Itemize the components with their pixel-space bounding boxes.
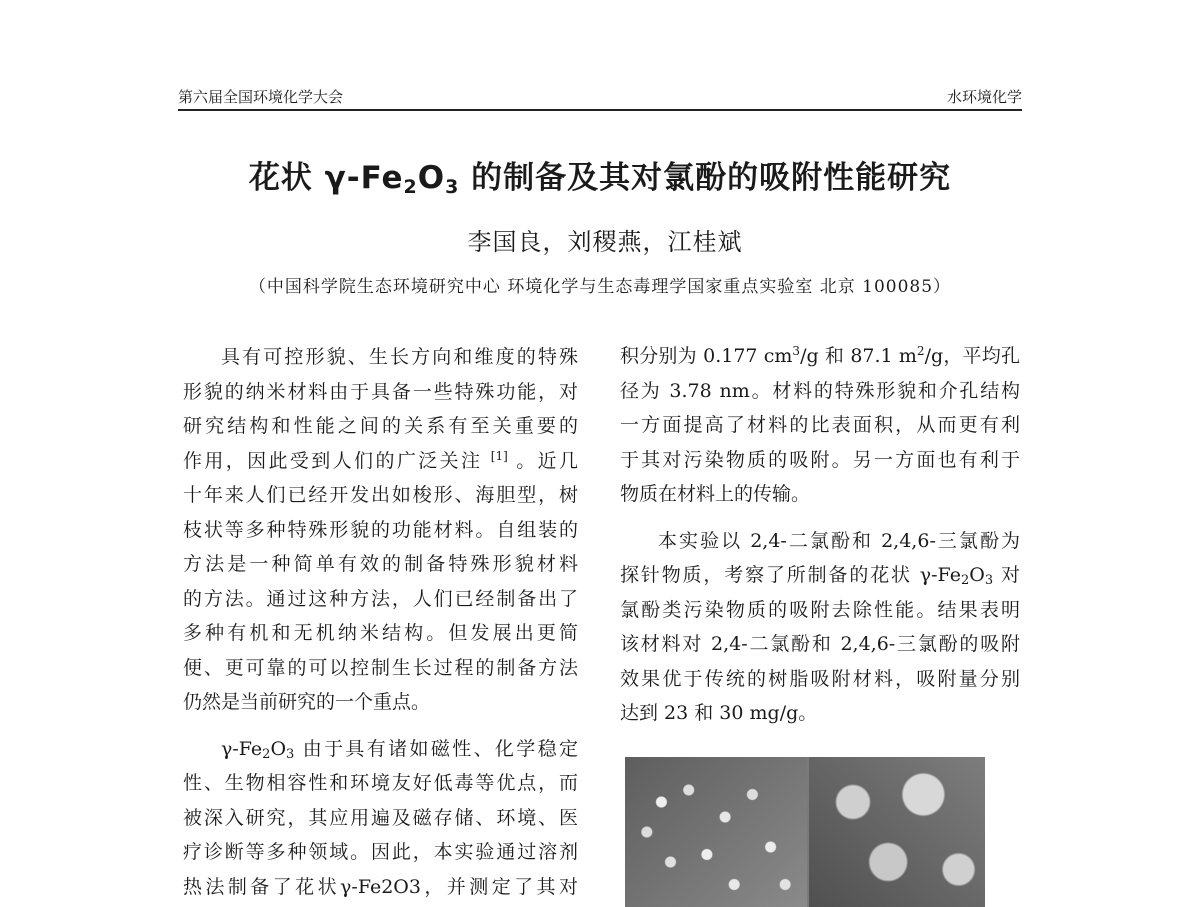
body-line: 本实验以 2,4-二氯酚和 2,4,6-三氯酚为: [658, 529, 1020, 552]
body-line: 效果优于传统的树脂吸附材料，吸附量分别: [620, 667, 1020, 690]
body-line: 一方面提高了材料的比表面积，从而更有利: [620, 414, 1020, 436]
body-line: 疗诊断等多种领域。因此，本实验通过溶剂: [183, 841, 578, 863]
body-line: 径为 3.78 nm。材料的特殊形貌和介孔结构: [620, 379, 1020, 402]
body-line: 十年来人们已经开发出如梭形、海胆型，树: [183, 484, 578, 506]
body-line: 物质在材料上的传输。: [620, 483, 811, 505]
affiliation: （中国科学院生态环境研究中心 环境化学与生态毒理学国家重点实验室 北京 100085）: [248, 277, 952, 297]
body-line: 于其对污染物质的吸附。另一方面也有利于: [620, 448, 1020, 471]
body-line: 的方法。通过这种方法，人们已经制备出了: [183, 587, 578, 610]
running-header: [178, 86, 1022, 108]
section-name: 水环境化学: [946, 88, 1022, 106]
body-line: 作用，因此受到人们的广泛关注 [1] 。近几: [183, 448, 578, 472]
body-line: 该材料对 2,4-二氯酚和 2,4,6-三氯酚的吸附: [620, 633, 1020, 655]
body-line: 热法制备了花状γ-Fe2O3，并测定了其对: [183, 875, 578, 898]
body-line: 便、更可靠的可以控制生长过程的制备方法: [183, 656, 578, 679]
body-line: 具有可控形貌、生长方向和维度的特殊: [221, 346, 578, 368]
body-line: 枝状等多种特殊形貌的功能材料。自组装的: [183, 518, 578, 541]
body-line: 仍然是当前研究的一个重点。: [183, 691, 431, 713]
body-line: 方法是一种简单有效的制备特殊形貌材料: [183, 553, 578, 575]
body-line: 性、生物相容性和环境友好低毒等优点，而: [183, 772, 578, 794]
author-list: 李国良，刘稷燕，江桂斌: [467, 228, 743, 256]
body-line: 研究结构和性能之间的关系有至关重要的: [183, 415, 578, 437]
body-line: 多种有机和无机纳米结构。但发展出更简: [183, 622, 578, 644]
right-column: [620, 339, 1020, 731]
sem-figure: [625, 757, 985, 907]
body-line: 达到 23 和 30 mg/g。: [620, 702, 818, 724]
left-column: [183, 340, 578, 904]
body-line: 积分别为 0.177 $cm^3/g$ 和 87.1 $m^2/g$，平均孔: [620, 344, 1020, 367]
body-line: 氯酚类污染物质的吸附去除性能。结果表明: [620, 598, 1020, 621]
body-line: 形貌的纳米材料由于具备一些特殊功能，对: [183, 380, 578, 403]
body-line: $\gamma-Fe_2O_3$ 由于具有诸如磁性、化学稳定: [221, 737, 578, 762]
header-rule: [178, 109, 1022, 111]
body-line: 被深入研究，其应用遍及磁存储、环境、医: [183, 806, 578, 829]
paper-title: 花状 $\gamma-Fe_2O_3$ 的制备及其对氯酚的吸附性能研究: [248, 160, 952, 198]
sem-image-panel-a: [625, 757, 807, 907]
citation-ref[interactable]: [1]: [490, 448, 508, 463]
body-line: 探针物质，考察了所制备的花状 $\gamma-Fe_2O_3$ 对: [620, 564, 1020, 588]
sem-image-panel-b: [809, 757, 985, 907]
conference-name: 第六届全国环境化学大会: [178, 88, 344, 106]
